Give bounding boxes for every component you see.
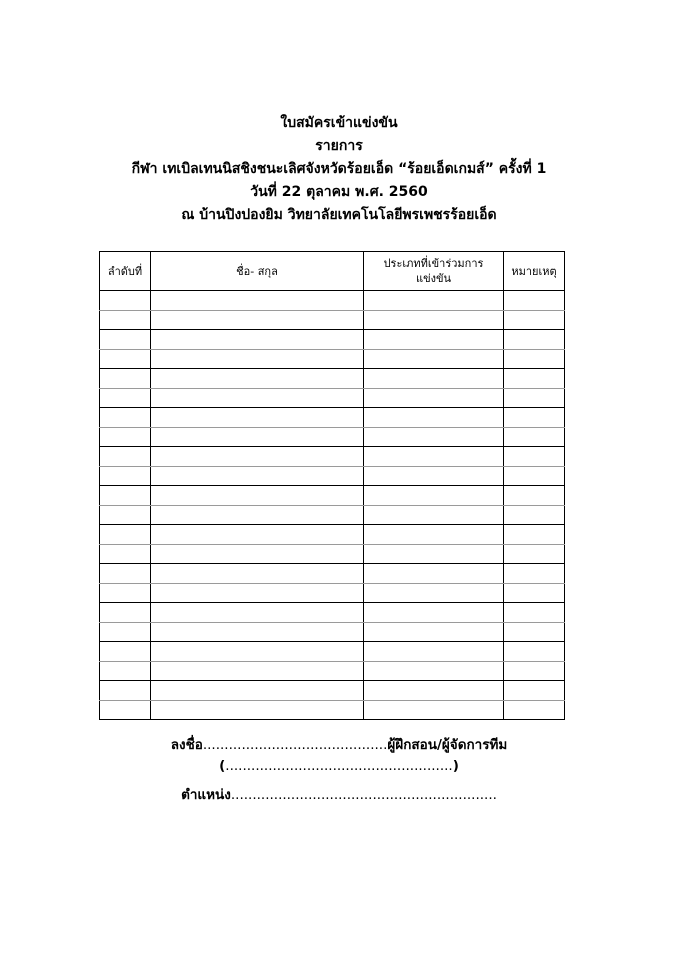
form-header [0,112,678,227]
cell-event-type[interactable] [364,661,504,681]
cell-name[interactable] [151,642,364,662]
cell-name[interactable] [151,388,364,408]
cell-remarks[interactable] [504,291,565,311]
table-row [100,310,565,330]
cell-remarks[interactable] [504,466,565,486]
table-row [100,486,565,506]
table-row [100,291,565,311]
cell-name[interactable] [151,603,364,623]
table-row [100,427,565,447]
cell-remarks[interactable] [504,447,565,467]
cell-event-type[interactable] [364,583,504,603]
table-row [100,681,565,701]
table-body [100,291,565,720]
cell-event-type[interactable] [364,427,504,447]
cell-number[interactable] [100,447,151,467]
cell-number[interactable] [100,661,151,681]
cell-name[interactable] [151,544,364,564]
cell-event-type[interactable] [364,642,504,662]
cell-name[interactable] [151,583,364,603]
cell-name[interactable] [151,505,364,525]
table-row [100,564,565,584]
cell-name[interactable] [151,349,364,369]
cell-remarks[interactable] [504,622,565,642]
table-row [100,466,565,486]
cell-number[interactable] [100,622,151,642]
cell-remarks[interactable] [504,661,565,681]
cell-event-type[interactable] [364,564,504,584]
cell-name[interactable] [151,330,364,350]
cell-event-type[interactable] [364,310,504,330]
cell-name[interactable] [151,447,364,467]
signature-label: ลงชื่อ [170,737,203,753]
cell-remarks[interactable] [504,486,565,506]
cell-event-type[interactable] [364,622,504,642]
cell-remarks[interactable] [504,525,565,545]
printed-name-dots: ..................................................... [225,758,453,774]
cell-event-type[interactable] [364,486,504,506]
table-row [100,349,565,369]
signature-role: ผู้ฝึกสอน/ผู้จัดการทีม [387,737,508,753]
table-row [100,603,565,623]
cell-name[interactable] [151,427,364,447]
table-header-row [100,252,565,291]
cell-event-type[interactable] [364,447,504,467]
cell-remarks[interactable] [504,330,565,350]
cell-remarks[interactable] [504,310,565,330]
cell-number[interactable] [100,427,151,447]
event-venue: ณ บ้านปิงปองยิม วิทยาลัยเทคโนโลยีพรเพชรร้อยเอ็ด [181,207,497,223]
cell-remarks[interactable] [504,544,565,564]
cell-event-type[interactable] [364,349,504,369]
cell-number[interactable] [100,583,151,603]
cell-event-type[interactable] [364,525,504,545]
table-row [100,369,565,389]
column-header-name: ชื่อ- สกุล [151,252,364,291]
cell-number[interactable] [100,681,151,701]
registration-table [99,251,565,720]
cell-number[interactable] [100,291,151,311]
cell-remarks[interactable] [504,642,565,662]
cell-event-type[interactable] [364,408,504,428]
cell-name[interactable] [151,661,364,681]
cell-event-type[interactable] [364,330,504,350]
table-row [100,330,565,350]
cell-name[interactable] [151,291,364,311]
cell-number[interactable] [100,525,151,545]
cell-number[interactable] [100,603,151,623]
cell-remarks[interactable] [504,583,565,603]
cell-name[interactable] [151,622,364,642]
printed-name-line [0,758,678,774]
cell-event-type[interactable] [364,369,504,389]
table-row [100,447,565,467]
cell-event-type[interactable] [364,681,504,701]
cell-event-type[interactable] [364,544,504,564]
table-row [100,408,565,428]
cell-number[interactable] [100,330,151,350]
printed-name-close-paren: ) [452,758,459,774]
cell-remarks[interactable] [504,681,565,701]
cell-remarks[interactable] [504,388,565,408]
cell-remarks[interactable] [504,564,565,584]
cell-event-type[interactable] [364,466,504,486]
cell-event-type[interactable] [364,505,504,525]
table-row [100,622,565,642]
cell-event-type[interactable] [364,291,504,311]
cell-name[interactable] [151,408,364,428]
cell-name[interactable] [151,486,364,506]
cell-number[interactable] [100,310,151,330]
cell-remarks[interactable] [504,369,565,389]
cell-event-type[interactable] [364,603,504,623]
cell-number[interactable] [100,642,151,662]
column-header-event-type-line2: แข่งขัน [415,272,452,285]
column-header-number: ลำดับที่ [100,252,151,291]
table-row [100,525,565,545]
position-dots: .............................................................. [230,787,497,803]
cell-remarks[interactable] [504,427,565,447]
column-header-event-type-line1: ประเภทที่เข้าร่วมการ [383,257,484,270]
table-row [100,700,565,720]
table-row [100,388,565,408]
cell-number[interactable] [100,544,151,564]
position-line [0,783,678,805]
cell-event-type[interactable] [364,388,504,408]
event-label: รายการ [315,138,363,154]
cell-number[interactable] [100,349,151,369]
cell-name[interactable] [151,369,364,389]
cell-name[interactable] [151,564,364,584]
form-title: ใบสมัครเข้าแข่งขัน [280,115,398,131]
signature-line [0,733,678,755]
cell-name[interactable] [151,525,364,545]
cell-name[interactable] [151,466,364,486]
cell-number[interactable] [100,369,151,389]
cell-name[interactable] [151,310,364,330]
cell-number[interactable] [100,408,151,428]
cell-remarks[interactable] [504,505,565,525]
cell-name[interactable] [151,681,364,701]
column-header-event-type [364,252,504,291]
event-date: วันที่ 22 ตุลาคม พ.ศ. 2560 [250,184,428,200]
cell-number[interactable] [100,486,151,506]
cell-event-type[interactable] [364,700,504,720]
table-row [100,661,565,681]
cell-number[interactable] [100,564,151,584]
cell-number[interactable] [100,700,151,720]
cell-remarks[interactable] [504,349,565,369]
cell-number[interactable] [100,466,151,486]
cell-number[interactable] [100,505,151,525]
cell-name[interactable] [151,700,364,720]
printed-name-open-paren: ( [219,758,226,774]
cell-remarks[interactable] [504,700,565,720]
event-name: กีฬา เทเบิลเทนนิสชิงชนะเลิศจังหวัดร้อยเอ็ด “ร้อยเอ็ดเกมส์” ครั้งที่ 1 [131,161,547,177]
signature-dots: ........................................... [202,737,388,753]
cell-number[interactable] [100,388,151,408]
table-row [100,583,565,603]
table-row [100,642,565,662]
cell-remarks[interactable] [504,408,565,428]
position-label: ตำแหน่ง [181,787,231,803]
cell-remarks[interactable] [504,603,565,623]
table-row [100,544,565,564]
column-header-remarks: หมายเหตุ [504,252,565,291]
table-row [100,505,565,525]
